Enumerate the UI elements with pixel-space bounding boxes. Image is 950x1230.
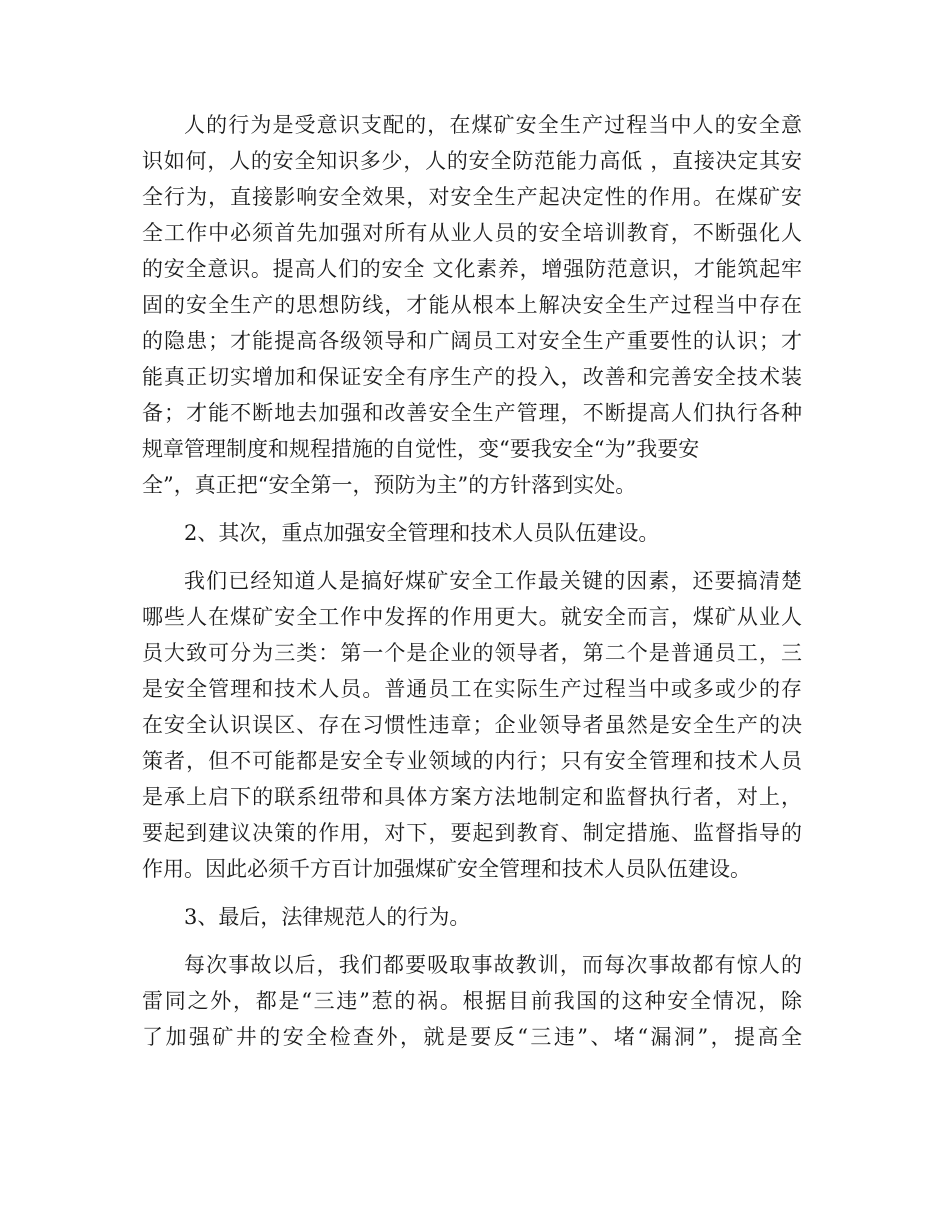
text-line: 能真正切实增加和保证安全有序生产的投入，改善和完善安全技术装 bbox=[142, 365, 802, 389]
text-line: 每次事故以后，我们都要吸取事故教训，而每次事故都有惊人的 bbox=[184, 953, 802, 977]
section-heading-2 bbox=[142, 515, 802, 551]
section-heading: 2、其次，重点加强安全管理和技术人员队伍建设。 bbox=[184, 521, 660, 545]
text-line: 全工作中必须首先加强对所有从业人员的安全培训教育，不断强化人 bbox=[142, 221, 802, 245]
text-line: 的安全意识。提高人们的安全 文化素养，增强防范意识，才能筑起牢 bbox=[142, 257, 802, 281]
text-line: 的隐患；才能提高各级领导和广阔员工对安全生产重要性的认识；才 bbox=[142, 329, 802, 353]
text-line: 哪些人在煤矿安全工作中发挥的作用更大。就安全而言，煤矿从业人 bbox=[142, 605, 802, 629]
text-line: 是承上启下的联系纽带和具体方案方法地制定和监督执行者，对上， bbox=[142, 785, 802, 809]
text-line: 固的安全生产的思想防线，才能从根本上解决安全生产过程当中存在 bbox=[142, 293, 802, 317]
paragraph-personnel bbox=[142, 563, 802, 887]
text-line: 人的行为是受意识支配的，在煤矿安全生产过程当中人的安全意 bbox=[184, 113, 802, 137]
paragraph-awareness bbox=[142, 107, 802, 503]
text-line: 规章管理制度和规程措施的自觉性，变“要我安全“为”我要安 bbox=[142, 437, 700, 461]
text-line: 全”，真正把“安全第一，预防为主”的方针落到实处。 bbox=[142, 473, 637, 497]
text-line: 我们已经知道人是搞好煤矿安全工作最关键的因素，还要搞清楚 bbox=[184, 569, 802, 593]
section-heading-3 bbox=[142, 899, 802, 935]
document-body bbox=[142, 107, 802, 1055]
text-line: 了加强矿井的安全检查外，就是要反“三违”、堵“漏洞”，提高全 bbox=[142, 1025, 802, 1049]
text-line: 员大致可分为三类：第一个是企业的领导者，第二个是普通员工，三 bbox=[142, 641, 802, 665]
text-line: 雷同之外，都是“三违”惹的祸。根据目前我国的这种安全情况，除 bbox=[142, 989, 802, 1013]
text-line: 要起到建议决策的作用，对下，要起到教育、制定措施、监督指导的 bbox=[142, 821, 802, 845]
text-line: 策者，但不可能都是安全专业领域的内行；只有安全管理和技术人员 bbox=[142, 749, 802, 773]
paragraph-law bbox=[142, 947, 802, 1055]
section-heading: 3、最后，法律规范人的行为。 bbox=[184, 905, 471, 929]
text-line: 识如何，人的安全知识多少，人的安全防范能力高低 ，直接决定其安 bbox=[142, 149, 802, 173]
text-line: 在安全认识误区、存在习惯性违章；企业领导者虽然是安全生产的决 bbox=[142, 713, 802, 737]
text-line: 备；才能不断地去加强和改善安全生产管理，不断提高人们执行各种 bbox=[142, 401, 802, 425]
text-line: 作用。因此必须千方百计加强煤矿安全管理和技术人员队伍建设。 bbox=[142, 857, 751, 881]
text-line: 是安全管理和技术人员。普通员工在实际生产过程当中或多或少的存 bbox=[142, 677, 802, 701]
text-line: 全行为，直接影响安全效果，对安全生产起决定性的作用。在煤矿安 bbox=[142, 185, 802, 209]
